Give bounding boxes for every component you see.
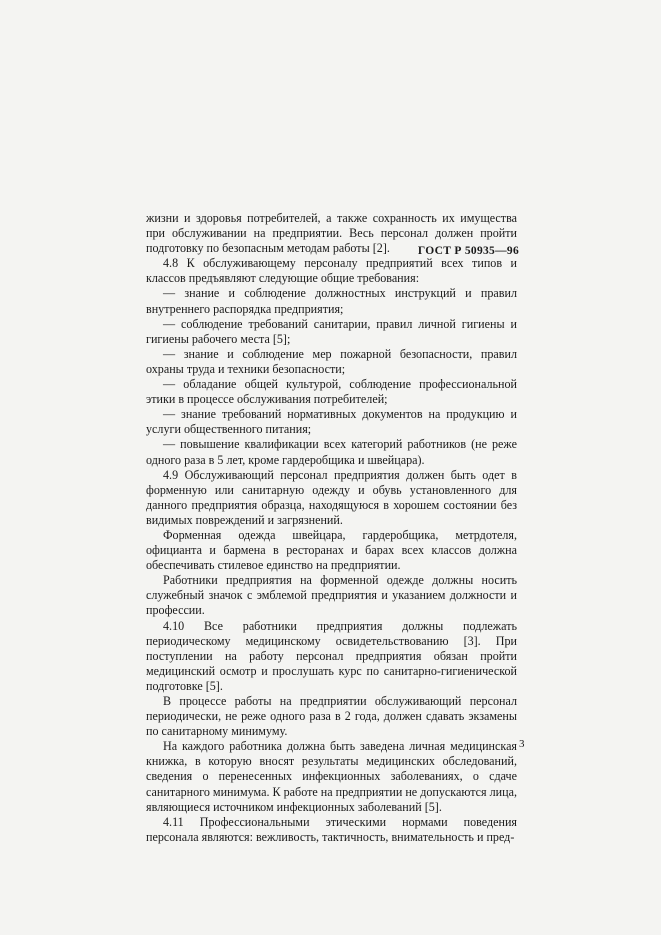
clause-4-11: 4.11 Профессиональными этическими нормами поведения персонала являются: вежливость, тактичность, внимательность и пред- xyxy=(146,814,517,844)
body-text xyxy=(146,211,517,845)
paragraph: В процессе работы на предприятии обслуживающий персонал периодически, не реже одного раза в 2 года, должен сдавать экзамены по санитарному минимуму. xyxy=(146,694,517,739)
paragraph: Форменная одежда швейцара, гардеробщика, метрдотеля, официанта и бармена в ресторанах и барах всех классов должна обеспечивать стилевое единство на предприятии. xyxy=(146,527,517,573)
paragraph: Работники предприятия на форменной одежде должны носить служебный значок с эмблемой предприятия и указанием должности и профессии. xyxy=(146,573,517,618)
paragraph: На каждого работника должна быть заведена личная медицинская книжка, в которую вносят результаты медицинских обследований, сведения о перенесенных инфекционных заболеваниях, о сдаче санитарного минимума. К работе на предприятии не допускаются лица, являющиеся источником инфекционных заболеваний [5]. xyxy=(146,739,517,814)
requirement-item: — обладание общей культурой, соблюдение профессиональной этики в процессе обслуживания потребителей; xyxy=(146,377,517,407)
requirement-item: — знание и соблюдение мер пожарной безопасности, правил охраны труда и техники безопасности; xyxy=(146,346,517,376)
requirement-item: — соблюдение требований санитарии, правил личной гигиены и гигиены рабочего места [5]; xyxy=(146,316,517,346)
requirement-item: — знание и соблюдение должностных инструкций и правил внутреннего распорядка предприятия; xyxy=(146,286,517,316)
clause-4-10: 4.10 Все работники предприятия должны подлежать периодическому медицинскому освидетельствованию [3]. При поступлении на работу персонал предприятия обязан пройти медицинский осмотр и прослушать курс по санитарно-гигиенической подготовке [5]. xyxy=(146,618,517,693)
paragraph-continuation: жизни и здоровья потребителей, а также сохранность их имущества при обслуживании на предприятии. Весь персонал должен пройти подготовку по безопасным методам работы [2]. xyxy=(146,211,517,256)
document-header: ГОСТ Р 50935—96 xyxy=(417,245,519,257)
page-number: 3 xyxy=(519,738,525,750)
clause-4-8: 4.8 К обслуживающему персоналу предприятий всех типов и классов предъявляют следующие общие требования: xyxy=(146,256,517,286)
requirement-item: — повышение квалификации всех категорий работников (не реже одного раза в 5 лет, кроме гардеробщика и швейцара). xyxy=(146,437,517,467)
requirement-item: — знание требований нормативных документов на продукцию и услуги общественного питания; xyxy=(146,407,517,437)
clause-4-9: 4.9 Обслуживающий персонал предприятия должен быть одет в форменную или санитарную одежду и обувь установленного для данного предприятия образца, находящуюся в хорошем состоянии без видимых повреждений и загрязнений. xyxy=(146,467,517,527)
